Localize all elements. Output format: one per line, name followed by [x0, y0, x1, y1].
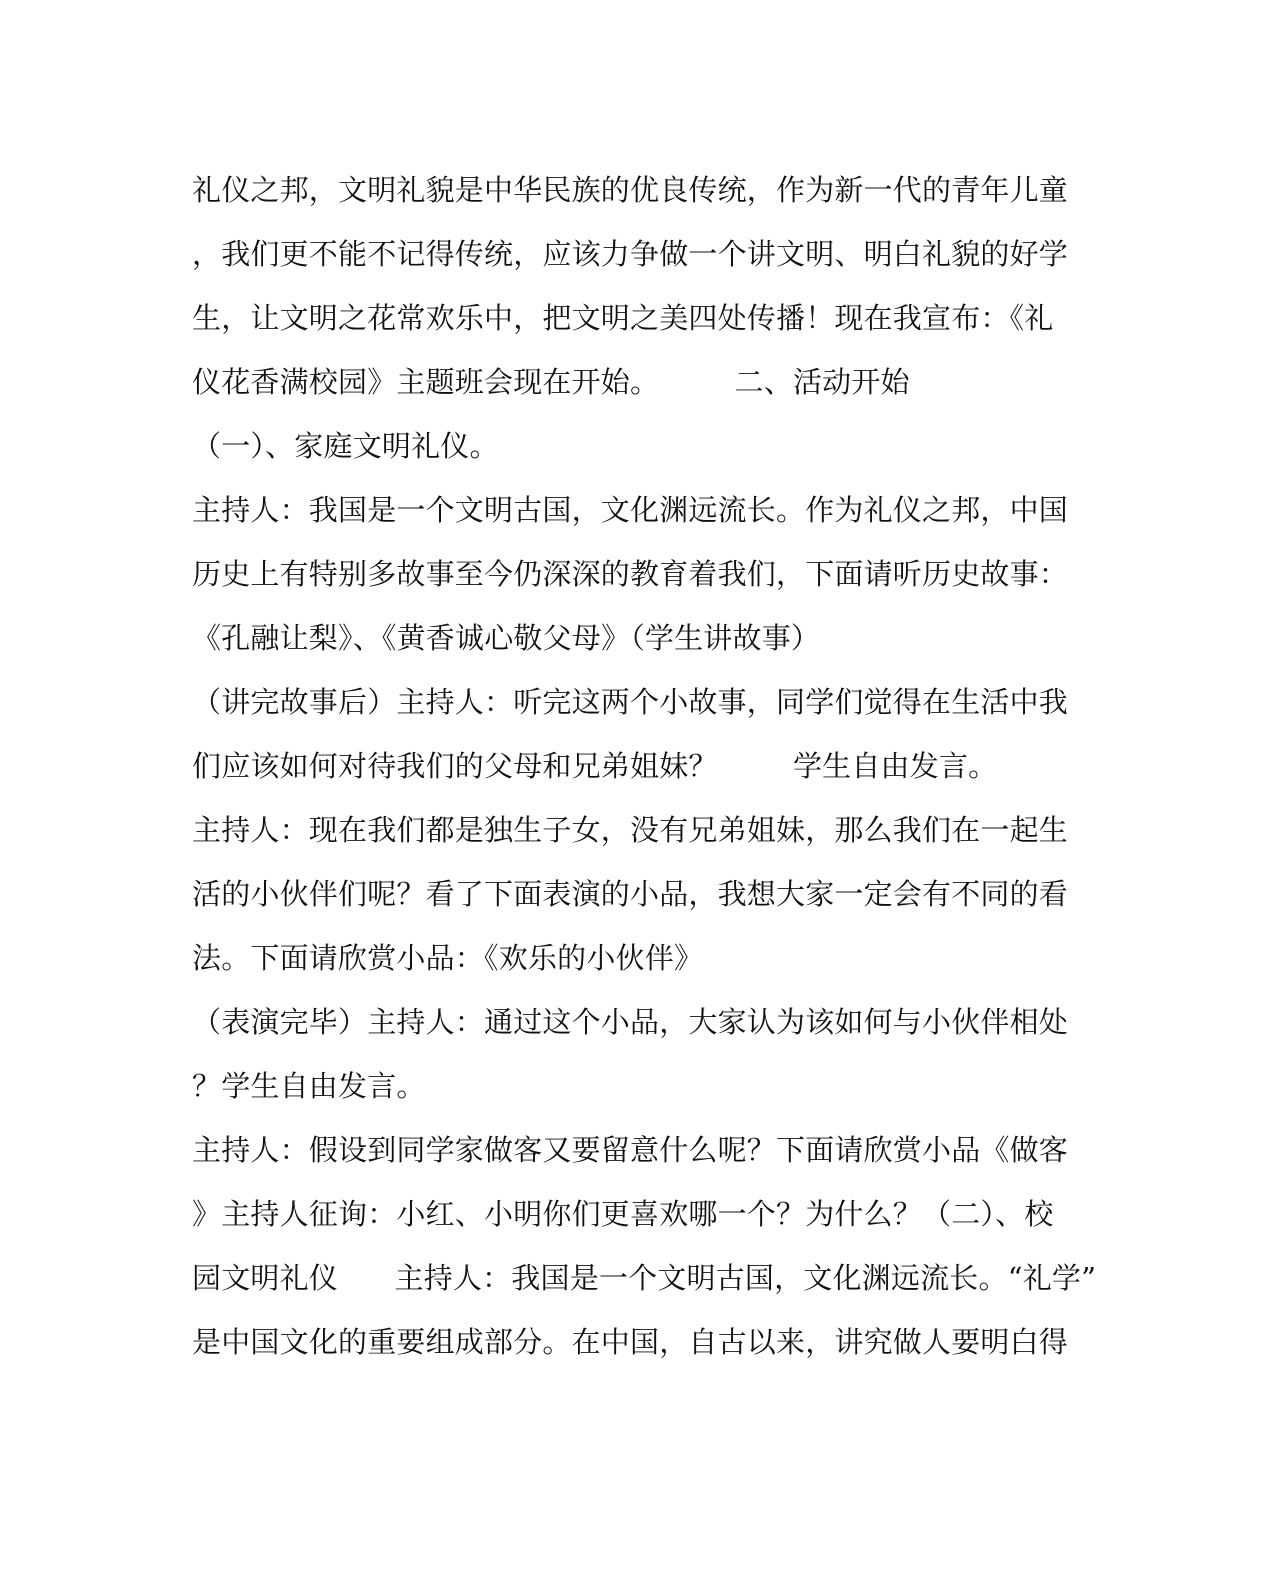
text-line: 主持人：假设到同学家做客又要留意什么呢？下面请欣赏小品《做客: [192, 1133, 1069, 1167]
text-line: （一）、家庭文明礼仪。: [192, 429, 499, 463]
text-line: 主持人：我国是一个文明古国，文化渊远流长。作为礼仪之邦，中国: [192, 493, 1069, 527]
text-line: ，我们更不能不记得传统，应该力争做一个讲文明、明白礼貌的好学: [192, 237, 1069, 271]
text-line: （讲完故事后）主持人：听完这两个小故事，同学们觉得在生活中我: [192, 685, 1069, 719]
text-line: 仪花香满校园》主题班会现在开始。 二、活动开始: [192, 365, 910, 399]
text-line: 历史上有特别多故事至今仍深深的教育着我们，下面请听历史故事：: [192, 557, 1069, 591]
text-line: 是中国文化的重要组成部分。在中国，自古以来，讲究做人要明白得: [192, 1325, 1069, 1359]
text-line: 法。下面请欣赏小品：《欢乐的小伙伴》: [192, 941, 704, 975]
text-line: 主持人：现在我们都是独生子女，没有兄弟姐妹，那么我们在一起生: [192, 813, 1069, 847]
text-line: 活的小伙伴们呢？看了下面表演的小品，我想大家一定会有不同的看: [192, 877, 1069, 911]
text-line: （表演完毕）主持人：通过这个小品，大家认为该如何与小伙伴相处: [192, 1005, 1069, 1039]
text-line: 《孔融让梨》、《黄香诚心敬父母》（学生讲故事）: [192, 621, 821, 655]
text-line: 园文明礼仪 主持人：我国是一个文明古国，文化渊远流长。“礼学”: [192, 1261, 1097, 1295]
text-line: 》主持人征询：小红、小明你们更喜欢哪一个？为什么？（二）、校: [192, 1197, 1054, 1231]
text-line: 们应该如何对待我们的父母和兄弟姐妹？ 学生自由发言。: [192, 749, 998, 783]
text-line: 生，让文明之花常欢乐中，把文明之美四处传播！现在我宣布：《礼: [192, 301, 1054, 335]
text-line: 礼仪之邦，文明礼貌是中华民族的优良传统，作为新一代的青年儿童: [192, 173, 1069, 207]
body-text: [192, 158, 1097, 1374]
text-line: ？学生自由发言。: [192, 1069, 426, 1103]
